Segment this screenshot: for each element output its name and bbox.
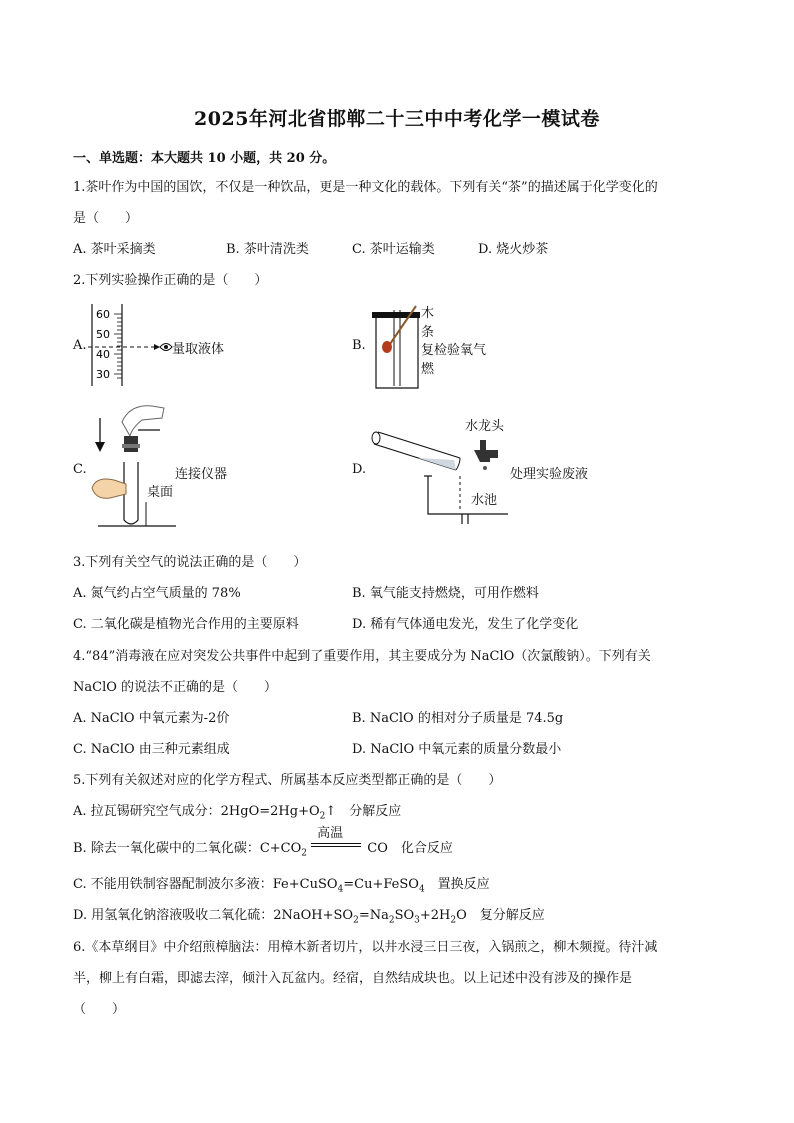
q2-option-b-wood-1: 木 [421,306,435,321]
q2-option-b-burn: 燃 [421,362,435,377]
q5-option-d-mid3: +2H [419,908,451,923]
q2-option-c-text: 连接仪器 [175,467,228,482]
q2-option-d-tap: 水龙头 [465,419,505,434]
q5-option-b-condition: 高温 [317,826,344,841]
q5-option-a [73,800,401,822]
q5-option-c-pre: C. 不能用铁制容器配制波尔多液：Fe+CuSO [73,877,338,892]
condition-bar [311,826,363,852]
q5-option-b-pre: B. 除去一氧化碳中的二氧化碳：C+CO [73,841,302,856]
q5-option-c-post: 置换反应 [424,877,490,892]
q5-stem: 5.下列有关叙述对应的化学方程式、所属基本反应类型都正确的是（ ） [73,773,502,788]
q6-stem-line1: 6.《本草纲目》中介绍煎樟脑法：用樟木新者切片，以井水浸三日三夜，入锅煎之，柳木频搅。待汁减 [73,940,658,955]
q5-option-d-mid1: =Na [358,908,389,923]
q1-stem-line2: 是（ ） [73,211,139,226]
q2-option-c-label: C. [73,462,87,477]
q5-option-b-post: CO 化合反应 [367,841,453,856]
cylinder-tick-30: 30 [96,368,110,381]
hand-bottom-icon [92,479,126,498]
q1-option-c: C. 茶叶运输类 [352,242,435,257]
q5-option-a-post: ↑ 分解反应 [325,804,402,819]
q2-option-c-desk: 桌面 [147,485,174,500]
waste-disposal-figure [368,428,508,524]
q2-option-d-label: D. [352,462,367,477]
graduated-cylinder-figure [84,300,254,392]
cylinder-tick-40: 40 [96,348,110,361]
q2-option-b-label: B. [352,338,366,353]
q4-stem-line2: NaClO 的说法不正确的是（ ） [73,680,278,695]
q4-option-d: D. NaClO 中氧元素的质量分数最小 [352,742,562,757]
q1-option-d: D. 烧火炒茶 [478,242,549,257]
q5-option-b [73,826,453,859]
q2-option-d-pool: 水池 [471,493,498,508]
q5-option-c [73,873,490,895]
q4-option-b: B. NaClO 的相对分子质量是 74.5g [352,711,564,726]
q5-option-d-pre: D. 用氢氧化钠溶液吸收二氧化硫：2NaOH+SO [73,908,354,923]
q5-option-d-sub2: 2 [388,915,395,926]
q5-option-c-mid: =Cu+FeSO [343,877,419,892]
q3-option-c: C. 二氧化碳是植物光合作用的主要原料 [73,617,299,632]
q2-option-b-wood-2: 条 [421,325,435,340]
q3-option-a: A. 氮气约占空气质量的 78% [73,586,241,601]
q5-option-a-pre: A. 拉瓦锡研究空气成分：2HgO=2Hg+O [73,804,320,819]
q4-option-a: A. NaClO 中氧元素为-2价 [73,711,230,726]
q3-option-d: D. 稀有气体通电发光，发生了化学变化 [352,617,579,632]
q2-option-a-label: A. [73,338,87,353]
cylinder-tick-60: 60 [96,308,110,321]
q5-option-d-sub3: 3 [414,915,420,926]
q5-option-d-sub1: 2 [353,915,359,926]
q4-stem-line1: 4.“84”消毒液在应对突发公共事件中起到了重要作用，其主要成分为 NaClO（次氯酸钠）。下列有关 [73,649,651,664]
cylinder-tick-50: 50 [96,328,110,341]
q5-option-c-sub2: 4 [418,884,425,895]
ember-icon [382,341,392,353]
q5-option-c-sub1: 4 [337,884,344,895]
section-heading: 一、单选题：本大题共 10 小题，共 20 分。 [73,151,336,166]
q5-option-d-post: O 复分解反应 [456,908,545,923]
hand-top-icon [122,406,164,436]
faucet-icon [474,440,498,462]
q5-option-d [73,904,545,926]
page-title: 2025年河北省邯郸二十三中中考化学一模试卷 [194,108,600,130]
q2-option-a-text: 量取液体 [172,342,225,357]
q6-stem-line2: 半，柳上有白霜，即滤去滓，倾汁入瓦盆内。经宿，自然结成块也。以上记述中没有涉及的操作是 [73,971,633,986]
q1-option-a: A. 茶叶采摘类 [73,242,156,257]
q2-option-b-text: 复检验氧气 [421,343,487,358]
eye-icon [160,344,172,351]
arrow-down-icon [95,442,105,452]
q3-stem: 3.下列有关空气的说法正确的是（ ） [73,555,307,570]
q1-option-b: B. 茶叶清洗类 [226,242,309,257]
gas-bottle-figure [366,300,426,392]
connect-apparatus-figure [86,402,182,532]
q5-option-b-sub: 2 [301,848,307,859]
q2-stem: 2.下列实验操作正确的是（ ） [73,273,268,288]
q5-option-a-sub: 2 [319,811,326,822]
q5-option-d-sub4: 2 [450,915,457,926]
q5-option-d-mid2: SO [394,908,415,923]
q1-stem-line1: 1.茶叶作为中国的国饮，不仅是一种饮品，更是一种文化的载体。下列有关“茶”的描述属于化学变化的 [73,180,658,195]
q3-option-b: B. 氧气能支持燃烧，可用作燃料 [352,586,539,601]
q6-stem-line3: （ ） [73,1002,126,1017]
q2-option-d-text: 处理实验废液 [510,467,589,482]
q4-option-c: C. NaClO 由三种元素组成 [73,742,230,757]
